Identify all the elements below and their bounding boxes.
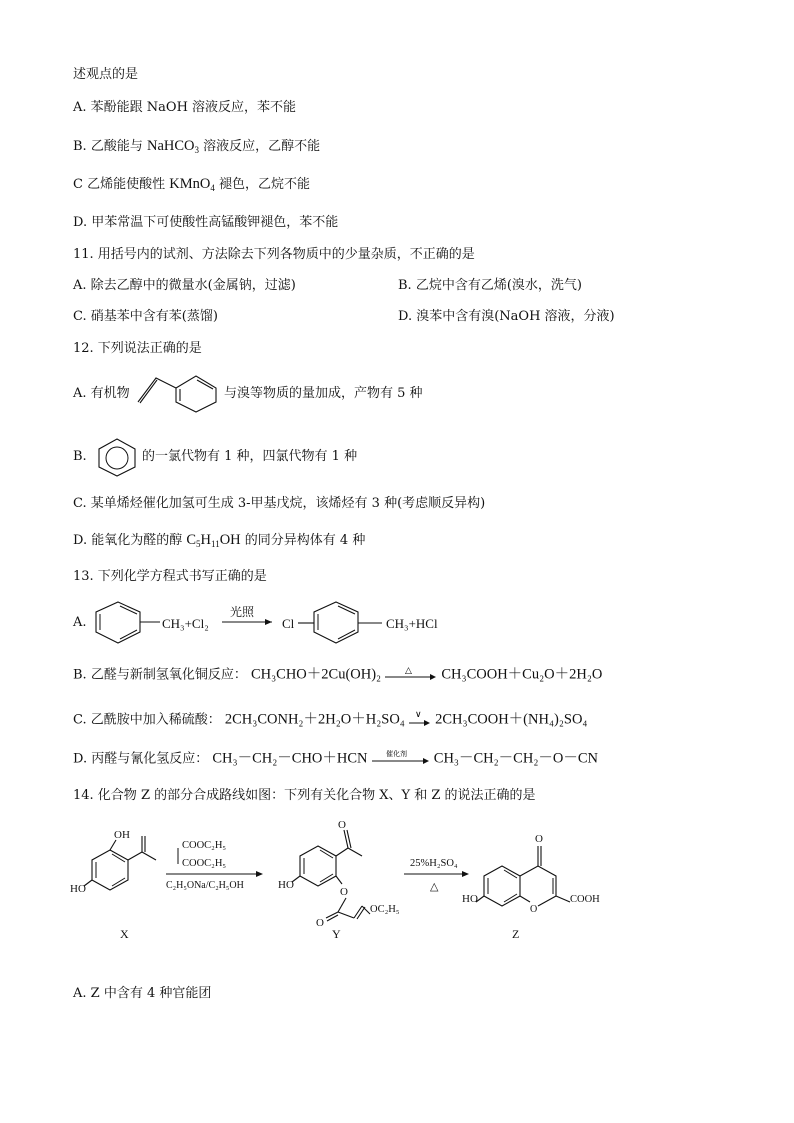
y-label: Y bbox=[332, 927, 341, 941]
eq-b-right: CH₃COOH＋Cu₂O＋2H₂O bbox=[441, 666, 603, 683]
q10-option-d[interactable]: D. 甲苯常温下可使酸性高锰酸钾褪色，苯不能 bbox=[73, 215, 339, 230]
c5h11oh-formula: $C_5H_{11}OH$ bbox=[186, 532, 241, 549]
nahco3-formula: NaHCO$_3$ bbox=[146, 138, 199, 155]
equation-a-scheme bbox=[92, 598, 462, 648]
eq-c-right: 2CH₃COOH＋(NH₄)₂SO₄ bbox=[435, 711, 588, 728]
y-ester-o: O bbox=[316, 917, 324, 929]
q10b-text-1: B. 乙酸能与 bbox=[73, 139, 143, 154]
q11-stem: 11. 用括号内的试剂、方法除去下列各物质中的少量杂质，不正确的是 bbox=[73, 247, 475, 262]
eq-b-left: CH₃CHO＋2Cu(OH)₂ bbox=[250, 666, 382, 683]
q12-stem: 12. 下列说法正确的是 bbox=[73, 341, 202, 356]
compound-x-structure bbox=[70, 829, 156, 941]
eq-c-arrow bbox=[409, 708, 431, 732]
q12d-text-1: D. 能氧化为醛的醇 bbox=[73, 533, 183, 548]
q13-option-a-label[interactable]: A. bbox=[73, 615, 87, 630]
svg-text:△: △ bbox=[405, 666, 413, 676]
acid-condition: 25%H₂SO₄ bbox=[410, 858, 458, 869]
q13b-text: B. 乙醛与新制氢氧化铜反应： bbox=[73, 667, 247, 683]
q14-option-a[interactable]: A. Z 中含有 4 种官能团 bbox=[73, 986, 212, 1001]
compound-z-structure bbox=[462, 833, 600, 941]
eq-c-left: 2CH₃CONH₂＋2H₂O＋H₂SO₄ bbox=[224, 711, 405, 728]
q10-option-a[interactable]: A. 苯酚能跟 NaOH 溶液反应，苯不能 bbox=[73, 100, 297, 115]
benzene-structure bbox=[93, 437, 141, 477]
z-label: Z bbox=[512, 927, 520, 941]
intro-line: 述观点的是 bbox=[73, 67, 139, 82]
q13d-text: D. 丙醛与氰化氢反应： bbox=[73, 751, 209, 767]
q12-option-b-text: 的一氯代物有 1 种，四氯代物有 1 种 bbox=[142, 449, 358, 464]
y-ketone-o: O bbox=[338, 819, 346, 831]
compound-y-structure bbox=[278, 819, 400, 941]
cl-text: Cl bbox=[282, 616, 295, 631]
q10b-text-2: 溶液反应，乙醇不能 bbox=[203, 139, 321, 154]
q10-option-c[interactable] bbox=[73, 175, 310, 194]
q12-option-b-label[interactable]: B. bbox=[73, 449, 87, 464]
x-oh-label: OH bbox=[114, 829, 130, 841]
q13-option-d[interactable] bbox=[73, 749, 598, 769]
eq-b-arrow bbox=[385, 665, 437, 685]
q12-option-a-label[interactable]: A. 有机物 bbox=[73, 386, 130, 401]
reagent-arrow-1 bbox=[166, 840, 263, 891]
q11-option-b[interactable]: B. 乙烷中含有乙烯(溴水，洗气) bbox=[398, 278, 582, 293]
q11-option-c[interactable]: C. 硝基苯中含有苯(蒸馏) bbox=[73, 309, 218, 324]
y-oc2h5: OC₂H₅ bbox=[370, 904, 400, 915]
light-condition: 光照 bbox=[230, 605, 255, 619]
kmno4-formula: KMnO$_4$ bbox=[169, 176, 215, 193]
reagent-1: COOC₂H₅ bbox=[182, 840, 227, 851]
x-ho-label: HO bbox=[70, 883, 86, 895]
eq-d-right: CH₃－CH₂－CH₂－O－CN bbox=[433, 750, 598, 767]
q10-option-b[interactable] bbox=[73, 137, 320, 156]
reagent-condition: C₂H₅ONa/C₂H₅OH bbox=[166, 880, 244, 891]
ch3-hcl-text: CH₃+HCl bbox=[386, 616, 438, 631]
q10c-text-2: 褪色，乙烷不能 bbox=[218, 177, 310, 192]
z-ho-label: HO bbox=[462, 893, 478, 905]
z-ketone-o: O bbox=[535, 833, 543, 845]
q11-option-d[interactable]: D. 溴苯中含有溴(NaOH 溶液，分液) bbox=[398, 309, 615, 324]
q13-option-c[interactable] bbox=[73, 708, 587, 732]
svg-text:催化剂: 催化剂 bbox=[385, 750, 407, 758]
eq-d-left: CH₃－CH₂－CHO＋HCN bbox=[212, 750, 368, 767]
y-ho-label: HO bbox=[278, 879, 294, 891]
ch3-cl2-text: CH₃+Cl₂ bbox=[162, 616, 209, 631]
y-ether-o: O bbox=[340, 886, 348, 898]
q13c-text: C. 乙酰胺中加入稀硫酸： bbox=[73, 712, 221, 728]
z-ring-o: O bbox=[530, 904, 538, 915]
svg-text:∨: ∨ bbox=[415, 710, 422, 720]
q12d-text-2: 的同分异构体有 4 种 bbox=[244, 533, 366, 548]
q12-option-a-text: 与溴等物质的量加成，产物有 5 种 bbox=[224, 386, 423, 401]
reagent-2: COOC₂H₅ bbox=[182, 858, 227, 869]
synthesis-scheme bbox=[70, 818, 630, 948]
q13-option-b[interactable] bbox=[73, 665, 602, 685]
z-cooh: COOH bbox=[570, 894, 600, 905]
x-label: X bbox=[120, 927, 129, 941]
q12-option-c[interactable]: C. 某单烯烃催化加氢可生成 3-甲基戊烷，该烯烃有 3 种(考虑顺反异构) bbox=[73, 496, 486, 511]
vinylcyclohexadiene-structure bbox=[134, 366, 224, 414]
reagent-arrow-2 bbox=[404, 858, 469, 893]
q13-stem: 13. 下列化学方程式书写正确的是 bbox=[73, 569, 267, 584]
q12-option-d[interactable] bbox=[73, 531, 365, 550]
heat-condition: △ bbox=[430, 881, 439, 893]
q11-option-a[interactable]: A. 除去乙醇中的微量水(金属钠，过滤) bbox=[73, 278, 296, 293]
q14-stem: 14. 化合物 Z 的部分合成路线如图：下列有关化合物 X、Y 和 Z 的说法正确的是 bbox=[73, 788, 536, 803]
q10c-text-1: C 乙烯能使酸性 bbox=[73, 177, 166, 192]
eq-d-arrow bbox=[372, 749, 430, 769]
